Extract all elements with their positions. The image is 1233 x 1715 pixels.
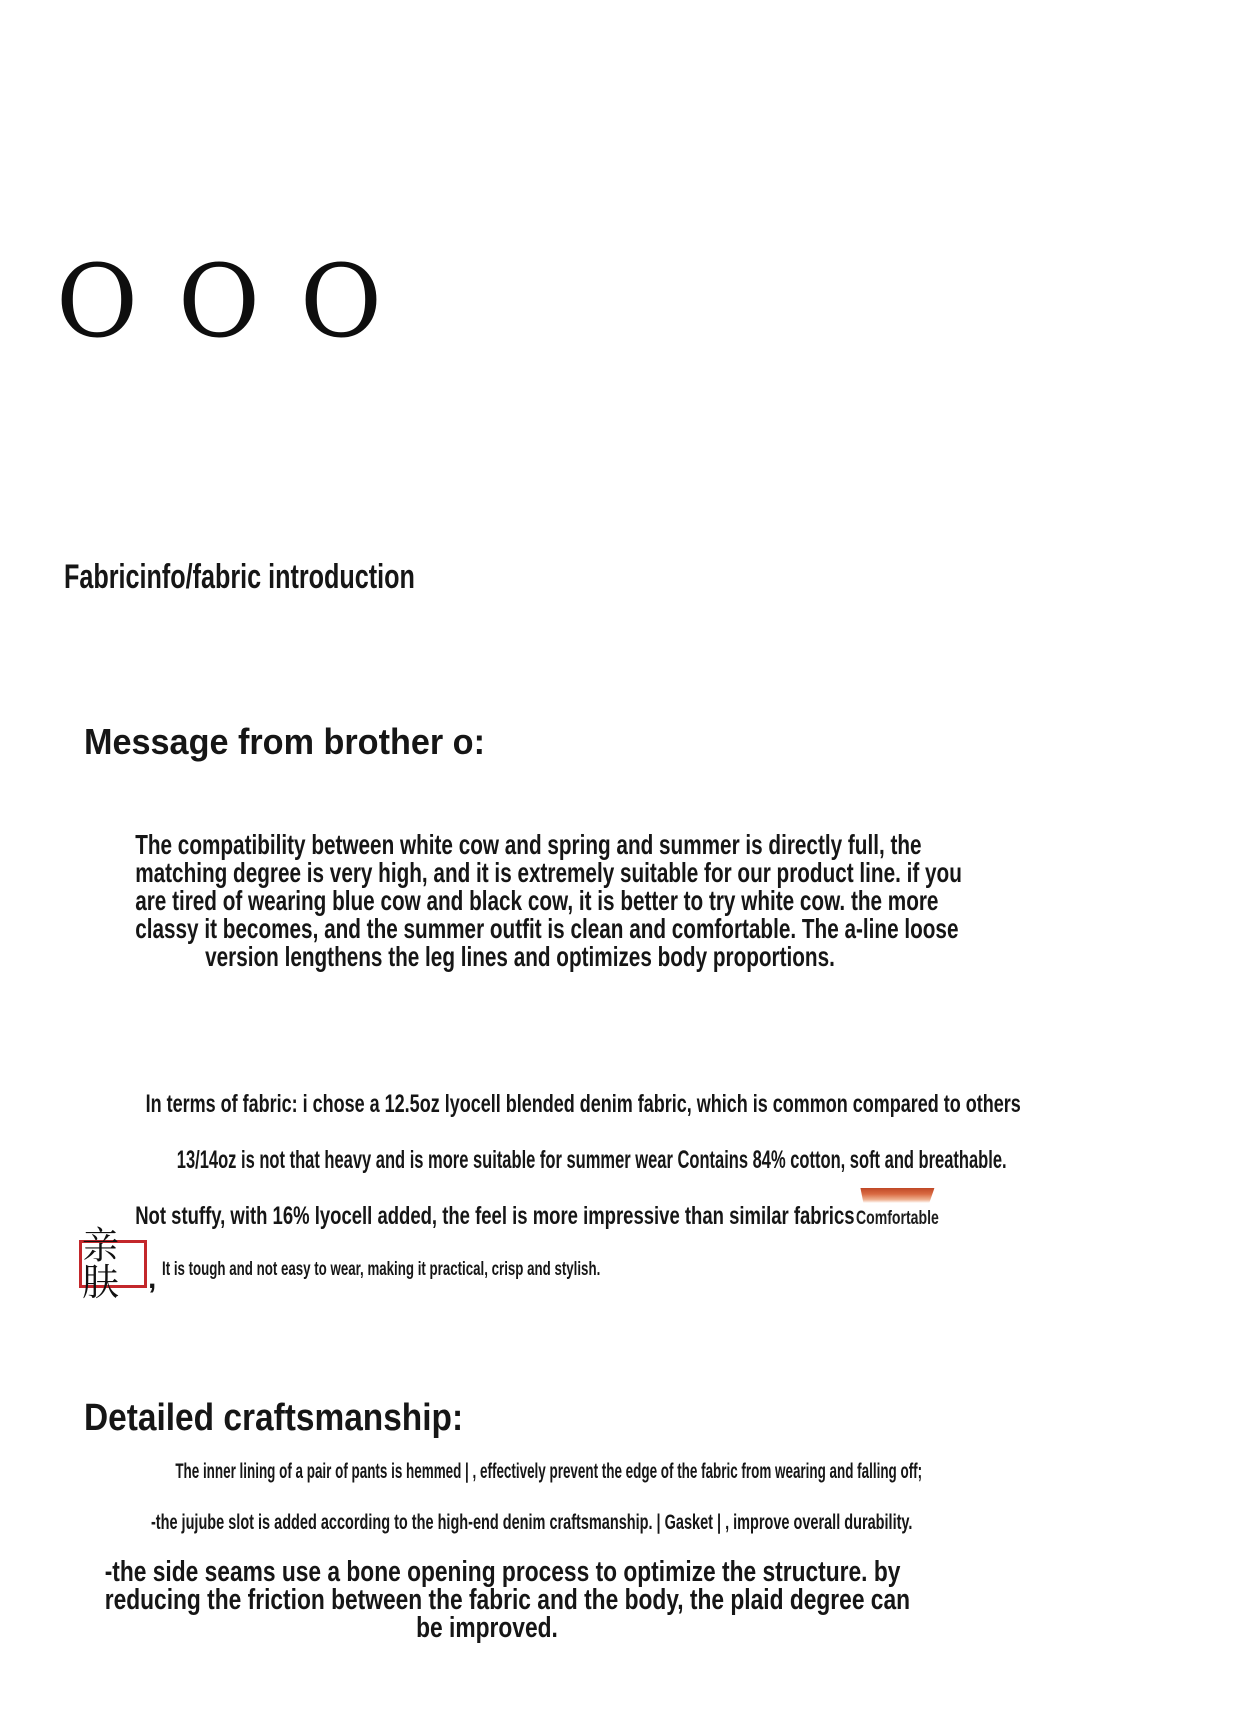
logo-circle-icon: O xyxy=(56,243,138,360)
message-line: are tired of wearing blue cow and black cow, it is better to try white cow. the more xyxy=(135,885,939,916)
fabric-intro-heading: Fabricinfo/fabric introduction xyxy=(64,558,415,596)
closing-line: reducing the friction between the fabric and the body, the plaid degree can xyxy=(104,1584,911,1616)
skin-friendly-chinese-label: 亲肤 xyxy=(82,1224,119,1304)
fabric-detail-line-2-wrap xyxy=(0,1148,1040,1173)
message-line: classy it becomes, and the summer outfit is clean and comfortable. The a-line loose xyxy=(135,913,959,944)
brand-logo xyxy=(56,243,382,360)
craftsmanship-line: -the jujube slot is added according to the high-end denim craftsmanship. | Gasket | , improve overall durability. xyxy=(150,1511,913,1534)
craftsmanship-line: The inner lining of a pair of pants is hemmed | , effectively prevent the edge of the fabric from wearing and falling off; xyxy=(175,1460,923,1483)
skin-friendly-row xyxy=(79,1224,788,1304)
fabric-detail-line xyxy=(135,1202,939,1231)
closing-paragraph xyxy=(104,1556,911,1644)
message-line: The compatibility between white cow and spring and summer is directly full, the xyxy=(135,829,922,860)
logo-circle-icon: O xyxy=(299,243,382,360)
fabric-detail-line: It is tough and not easy to wear, making it practical, crisp and stylish. xyxy=(162,1259,601,1280)
message-line: version lengthens the leg lines and optimizes body proportions. xyxy=(205,941,835,972)
closing-line: -the side seams use a bone opening process to optimize the structure. by xyxy=(104,1556,901,1588)
message-paragraph xyxy=(135,829,962,972)
craftsmanship-line-2-wrap xyxy=(0,1512,974,1533)
comfortable-annotation xyxy=(856,1204,939,1231)
comfortable-label: Comfortable xyxy=(856,1208,939,1229)
craftsmanship-heading: Detailed craftsmanship: xyxy=(84,1397,464,1439)
message-heading: Message from brother o: xyxy=(84,721,485,762)
orange-highlight-mark xyxy=(860,1188,934,1203)
comma-suffix: , xyxy=(148,1262,157,1295)
message-line: matching degree is very high, and it is extremely suitable for our product line. if you xyxy=(135,857,962,888)
closing-line: be improved. xyxy=(416,1612,558,1644)
craftsmanship-line-1-wrap xyxy=(0,1461,974,1482)
fabric-detail-text: Not stuffy, with 16% lyocell added, the feel is more impressive than similar fabrics xyxy=(135,1202,855,1230)
skin-friendly-red-box xyxy=(79,1224,147,1304)
fabric-detail-line: In terms of fabric: i chose a 12.5oz lyocell blended denim fabric, which is common compared to others xyxy=(145,1090,1021,1118)
fabric-detail-line: 13/14oz is not that heavy and is more suitable for summer wear Contains 84% cotton, soft and breathable. xyxy=(176,1146,1007,1174)
fabric-detail-line-1-wrap xyxy=(0,1092,1040,1117)
fabric-detail-line-3-wrap xyxy=(0,1204,1040,1231)
logo-circle-icon: O xyxy=(177,243,260,360)
